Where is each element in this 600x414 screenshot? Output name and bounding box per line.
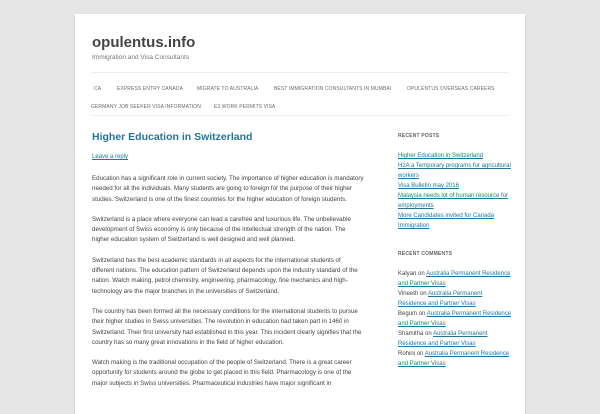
recent-comment-item	[398, 329, 512, 349]
post-paragraph: Switzerland is a place where everyone can lead a carefree and luxurious life. The unbelievable development of Swiss economy is only because of the intellectual strength of the nation. The higher education system of Switzerland is well designed and well planned.	[92, 215, 351, 244]
nav-item-opulentus-overseas-careers[interactable]: OPULENTUS OVERSEAS CAREERS	[407, 86, 495, 92]
comment-post-link[interactable]: Australia Permanent Residence and Partner Visas	[398, 271, 511, 287]
recent-post-item	[398, 151, 512, 161]
comment-author: Kalyan	[398, 271, 417, 277]
post-article	[92, 131, 364, 399]
recent-post-item	[398, 161, 512, 181]
sidebar	[398, 133, 512, 369]
recent-comment-item	[398, 289, 512, 309]
nav-item-germany-job-seeker-visa[interactable]: GERMANY JOB SEEKER VISA INFORMATION	[91, 104, 202, 110]
nav-item-express-entry-canada[interactable]: EXPRESS ENTRY CANADA	[117, 86, 184, 92]
recent-comment-item	[398, 269, 512, 289]
comment-post-link[interactable]: Australia Permanent Residence and Partner Visas	[398, 331, 488, 347]
comment-on: on	[416, 351, 424, 357]
comment-post-link[interactable]: Australia Permanent Residence and Partner Visas	[398, 291, 483, 307]
recent-post-link[interactable]: More Candidates invited for Canada Immigration	[398, 213, 495, 229]
post-paragraph: Switzerland has the best academic standards in all aspects for the international students of different nations. The education pattern of Switzerland depends upon the industry standard of the nation. Watch making, petrol chemistry, engineering, pharmacology, fine mechanics and high-technology are the major branches in the universities of Switzerland.	[92, 256, 358, 295]
comment-post-link[interactable]: Australia Permanent Residence and Partner Visas	[398, 311, 512, 327]
post-title[interactable]: Higher Education in Switzerland	[92, 131, 253, 143]
comment-on: on	[425, 331, 432, 337]
page-container	[75, 14, 525, 414]
post-paragraph: Watch making is the traditional occupation of the people of Switzerland. There is a great career opportunity for students around the globe to get placed in this field. Pharmacology is one of the major subjects in Swiss universities. Pharmaceutical industries have major significant in	[92, 359, 352, 387]
post-paragraph: Education has a significant role in current society. The importance of higher education is mandatory needed for all the individuals. Many students are going to foreign for the purpose of their higher studies. Switzerland is one of the finest countries for the higher education of foreign students.	[92, 175, 364, 203]
recent-posts-list	[398, 151, 512, 231]
recent-post-item	[398, 181, 512, 191]
nav-item-migrate-to-australia[interactable]: MIGRATE TO AUSTRALIA	[197, 86, 259, 92]
recent-post-link[interactable]: H2A a Temporary programs for agricultural workers	[398, 163, 511, 179]
recent-comment-item	[398, 349, 512, 369]
site-description: Immigration and Visa Consultants	[92, 54, 190, 61]
nav-item-ca[interactable]: CA	[94, 86, 102, 92]
comment-post-link[interactable]: Australia Permanent Residence and Partner Visas	[398, 351, 510, 367]
comment-on: on	[418, 271, 425, 277]
comment-author: Shamitha	[398, 331, 424, 337]
recent-post-item	[398, 211, 512, 231]
post-paragraph: The country has been formed all the necessary conditions for the international students to pursue their higher studies in Swiss universities. The revolution in education had taken part in 1460 in Switzerland. Their first university had established in this year. This incident clearly signifies that the country has so many great innovations in the field of higher education.	[92, 307, 362, 346]
recent-post-link[interactable]: Higher Education in Switzerland	[398, 153, 484, 159]
main-navigation	[91, 72, 509, 116]
site-title[interactable]: opulentus.info	[92, 34, 196, 51]
comment-author: Vineeth	[398, 291, 419, 297]
recent-posts-title: RECENT POSTS	[398, 133, 440, 139]
comment-on: on	[419, 291, 427, 297]
recent-comments-list	[398, 269, 512, 369]
comment-author: Rohini	[398, 351, 416, 357]
comment-author: Begum	[398, 311, 418, 317]
recent-post-link[interactable]: Malaysia needs lot of human resource for employments	[398, 193, 509, 209]
comment-on: on	[418, 311, 426, 317]
leave-reply-link[interactable]: Leave a reply	[92, 154, 129, 160]
nav-item-best-immigration-consultants[interactable]: BEST IMMIGRATION CONSULTANTS IN MUMBAI	[274, 86, 392, 92]
recent-comment-item	[398, 309, 512, 329]
post-content	[92, 174, 364, 389]
recent-post-item	[398, 191, 512, 211]
nav-item-e3-work-permits-visa[interactable]: E3 WORK PERMITS VISA	[214, 104, 276, 110]
recent-comments-title: RECENT COMMENTS	[398, 251, 453, 257]
recent-post-link[interactable]: Visa Bulletin may 2016	[398, 183, 459, 189]
